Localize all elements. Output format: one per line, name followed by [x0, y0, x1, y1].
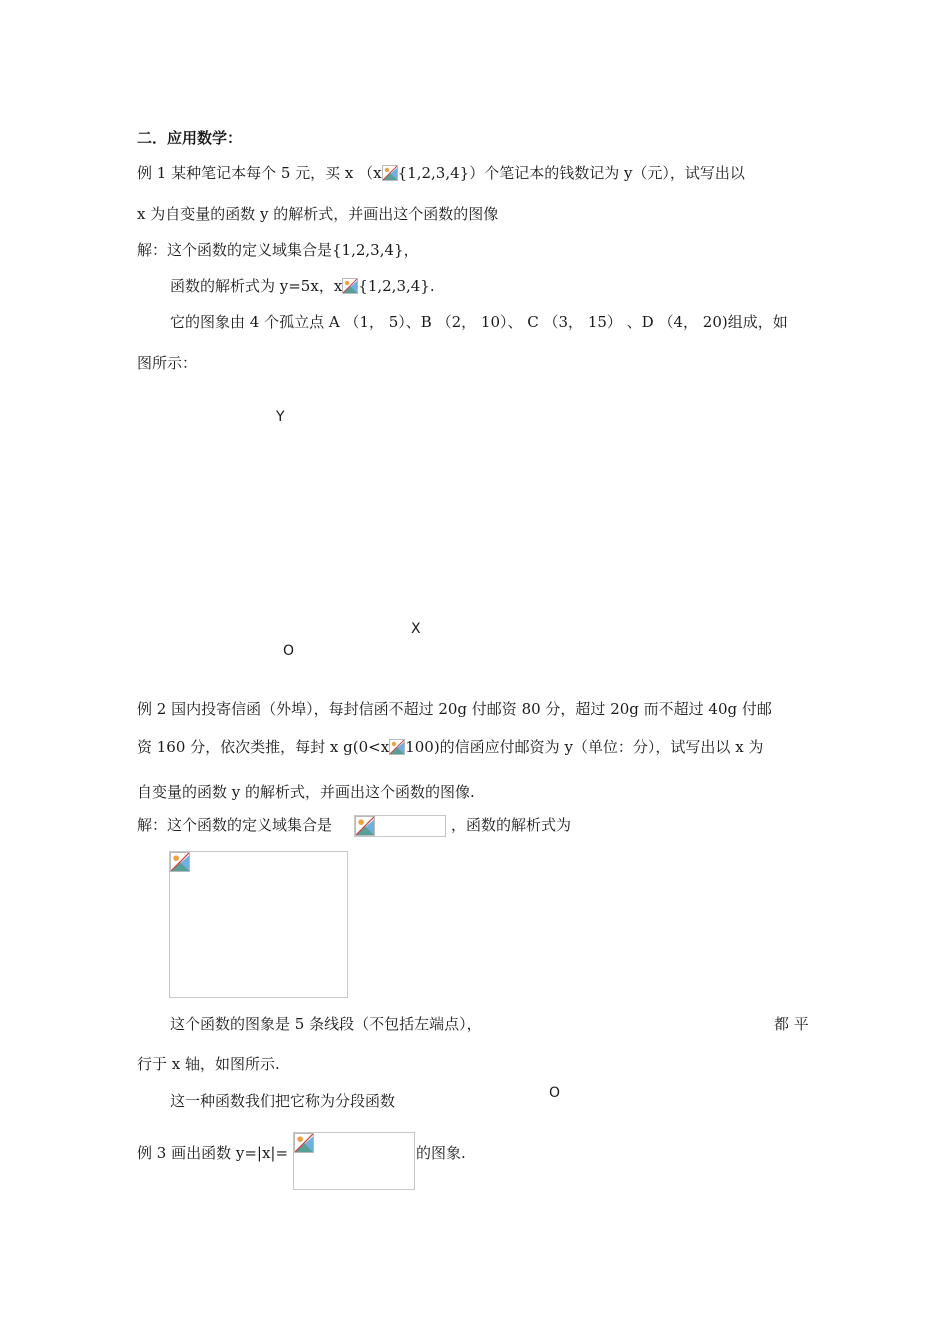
ex2-solution-1-end: ，函数的解析式为	[451, 816, 572, 834]
broken-image-icon	[170, 852, 190, 872]
broken-image-icon	[382, 165, 398, 181]
ex3-line-end: 的图象.	[416, 1144, 466, 1162]
ex1-line1-end: {1,2,3,4}）个笔记本的钱数记为 y（元），试写出以	[397, 164, 745, 182]
ex2-line2-start: 资 160 分，依次类推，每封 x g(0<x	[137, 738, 390, 756]
broken-image-icon	[355, 816, 375, 836]
ex2-formula-image	[169, 851, 348, 998]
ex1-solution-2-start: 函数的解析式为 y=5x，x	[170, 277, 343, 295]
broken-image-icon	[294, 1133, 314, 1153]
ex1-line1-start: 例 1 某种笔记本每个 5 元，买 x （x	[137, 164, 382, 182]
ex1-solution-1: 解：这个函数的定义域集合是{1,2,3,4}，	[137, 241, 419, 259]
ex1-axis-origin-label: O	[283, 643, 295, 659]
ex1-axis-x-label: X	[411, 621, 421, 637]
broken-image-icon	[389, 739, 405, 755]
ex2-solution-2-right: 都 平	[774, 1015, 809, 1033]
ex2-line3: 自变量的函数 y 的解析式，并画出这个函数的图像.	[137, 783, 475, 801]
ex1-solution-4: 图所示：	[137, 354, 198, 372]
ex2-solution-4: 这一种函数我们把它称为分段函数	[170, 1092, 396, 1110]
ex2-domain-image	[354, 815, 446, 837]
section-title: 二．应用数学：	[137, 129, 243, 147]
ex1-solution-2	[170, 276, 435, 296]
ex1-solution-2-end: {1,2,3,4}.	[358, 277, 435, 295]
ex2-axis-origin-label: O	[549, 1085, 561, 1101]
ex2-solution-2: 这个函数的图象是 5 条线段（不包括左端点），	[170, 1015, 482, 1033]
ex2-line1: 例 2 国内投寄信函（外埠），每封信函不超过 20g 付邮资 80 分，超过 20g 而不超过 40g 付邮	[137, 700, 772, 718]
ex1-line2: x 为自变量的函数 y 的解析式，并画出这个函数的图像	[137, 205, 499, 223]
ex1-axis-y-label: Y	[276, 409, 285, 425]
ex1-line1	[137, 163, 745, 183]
ex3-formula-image	[293, 1132, 415, 1190]
ex2-solution-3: 行于 x 轴，如图所示.	[137, 1055, 280, 1073]
ex2-line2-end: 100)的信函应付邮资为 y（单位：分），试写出以 x 为	[405, 738, 764, 756]
ex2-solution-1-start: 解：这个函数的定义域集合是	[137, 816, 333, 834]
ex2-line2	[137, 737, 763, 757]
ex3-line-start: 例 3 画出函数 y=|x|=	[137, 1144, 289, 1162]
broken-image-icon	[342, 278, 358, 294]
ex1-solution-3: 它的图象由 4 个孤立点 A （1， 5）、B （2， 10）、 C （3， 15） 、D （4， 20)组成，如	[170, 313, 788, 331]
